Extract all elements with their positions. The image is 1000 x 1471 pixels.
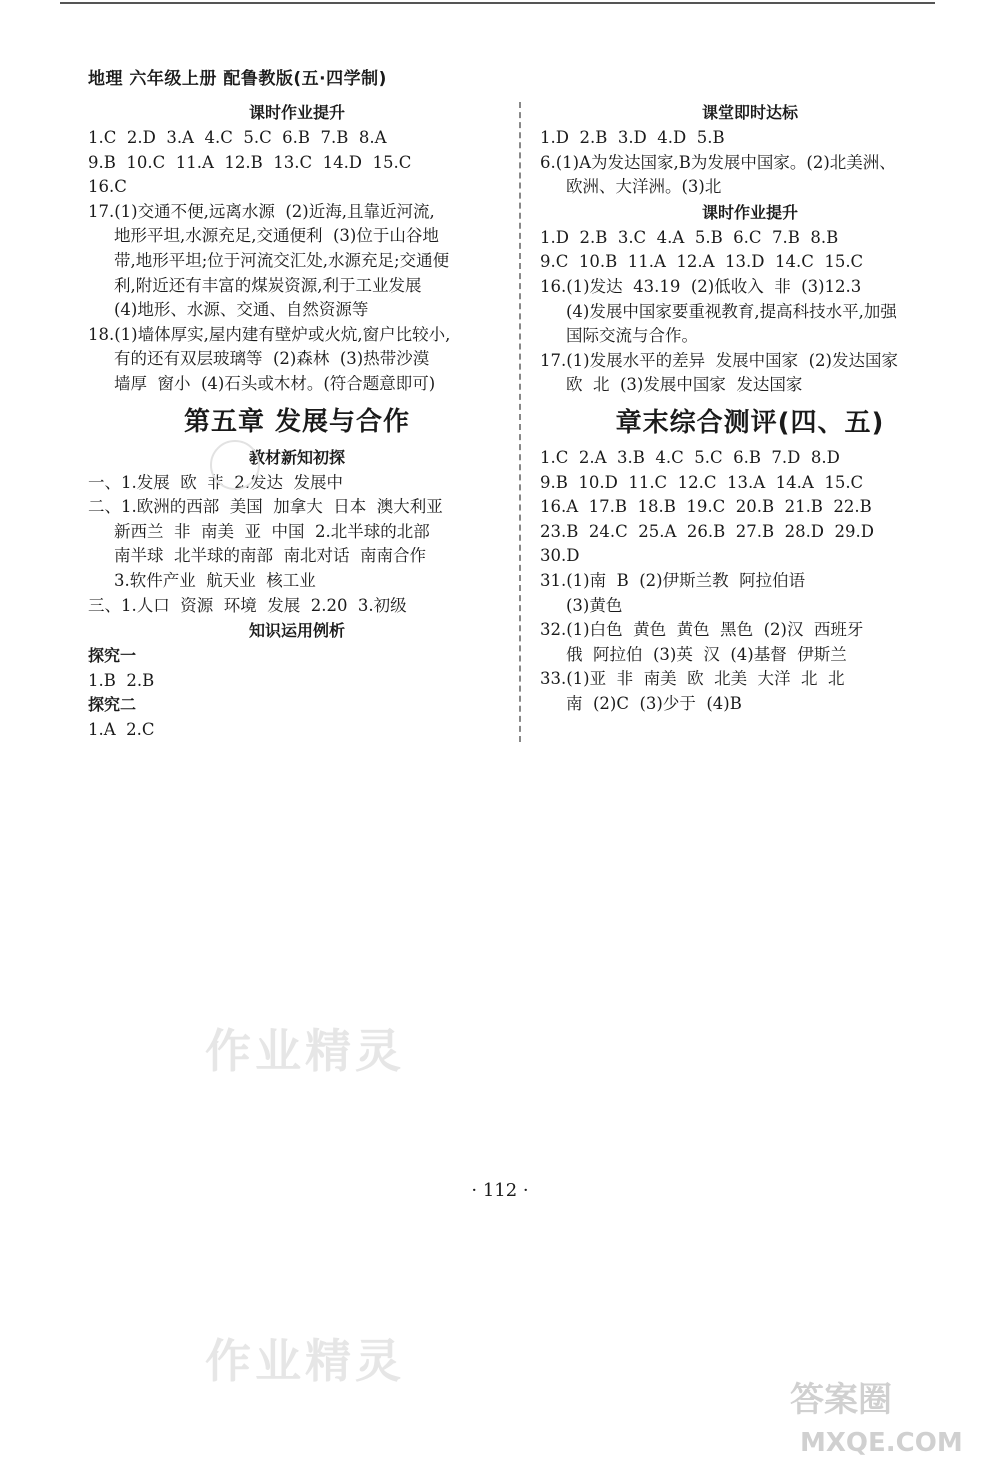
answer-line: 利,附近还有丰富的煤炭资源,利于工业发展: [114, 275, 422, 295]
answer-line: 二、1.欧洲的西部 美国 加拿大 日本 澳大利亚: [88, 497, 443, 517]
answer-line: 南 (2)C (3)少于 (4)B: [566, 693, 742, 713]
top-rule: [60, 2, 935, 4]
stamp-icon: [210, 440, 260, 490]
answer-line: 1.C 2.A 3.B 4.C 5.C 6.B 7.D 8.D: [540, 447, 840, 467]
answer-line: 3.软件产业 航天业 核工业: [114, 570, 316, 590]
answer-line: 16.(1)发达 43.19 (2)低收入 非 (3)12.3: [540, 276, 862, 296]
answer-line: 欧洲、大洋洲。(3)北: [566, 177, 722, 197]
answer-line: 1.D 2.B 3.C 4.A 5.B 6.C 7.B 8.B: [540, 227, 839, 247]
answer-line: 1.A 2.C: [88, 719, 155, 739]
answer-line: 一、1.发展 欧 非 2.发达 发展中: [88, 472, 343, 492]
watermark: 作业精灵: [205, 1334, 405, 1388]
section-title-classroom: 课堂即时达标: [701, 103, 798, 122]
homework-answers: [88, 126, 506, 397]
answer-line: 23.B 24.C 25.A 26.B 27.B 28.D 29.D: [540, 521, 874, 541]
answer-line: 18.(1)墙体厚实,屋内建有壁炉或火炕,窗户比较小,: [88, 324, 451, 344]
answer-line: 1.D 2.B 3.D 4.D 5.B: [540, 128, 725, 147]
answer-line: 带,地形平坦;位于河流交汇处,水源充足;交通便: [114, 250, 450, 270]
right-column: [540, 100, 960, 716]
answer-line: 16.A 17.B 18.B 19.C 20.B 21.B 22.B: [540, 497, 872, 517]
answer-line: 30.D: [540, 546, 580, 566]
answer-line: 国际交流与合作。: [566, 326, 698, 346]
answer-line: (4)地形、水源、交通、自然资源等: [114, 300, 369, 320]
section-title-homework: 课时作业提升: [248, 103, 345, 122]
answer-line: 墙厚 窗小 (4)石头或木材。(符合题意即可): [114, 373, 436, 393]
answer-line: (4)发展中国家要重视教育,提高科技水平,加强: [566, 301, 897, 321]
answer-line: 9.C 10.B 11.A 12.A 13.D 14.C 15.C: [540, 252, 864, 272]
corner-logo: 答案圈: [790, 1380, 892, 1420]
answer-line: 新西兰 非 南美 亚 中国 2.北半球的北部: [114, 521, 430, 541]
answer-line: 三、1.人口 资源 环境 发展 2.20 3.初级: [88, 595, 407, 615]
answer-line: 9.B 10.C 11.A 12.B 13.C 14.D 15.C: [88, 152, 412, 172]
answer-line: (3)黄色: [566, 595, 623, 615]
page-number: · 112 ·: [471, 1180, 529, 1201]
answer-line: 有的还有双层玻璃等 (2)森林 (3)热带沙漠: [114, 349, 430, 369]
answer-line: 32.(1)白色 黄色 黄色 黑色 (2)汉 西班牙: [540, 620, 864, 640]
answer-line: 16.C: [88, 177, 127, 197]
page-header: 地理 六年级上册 配鲁教版(五·四学制): [88, 69, 387, 89]
chapter-test-answers: [540, 446, 960, 717]
corner-url: MXQE.COM: [800, 1428, 963, 1458]
new-knowledge-answers: [88, 471, 506, 619]
answer-line: 1.C 2.D 3.A 4.C 5.C 6.B 7.B 8.A: [88, 128, 387, 147]
explore-label-1: 探究一: [88, 646, 137, 666]
answer-line: 6.(1)A为发达国家,B为发展中国家。(2)北美洲、: [540, 152, 896, 172]
answer-line: 17.(1)发展水平的差异 发展中国家 (2)发达国家: [540, 350, 898, 370]
section-title-new-knowledge: 教材新知初探: [248, 447, 345, 467]
answer-line: 地形平坦,水源充足,交通便利 (3)位于山谷地: [114, 226, 439, 246]
section-title-examples: 知识运用例析: [248, 621, 345, 641]
answer-line: 17.(1)交通不便,远离水源 (2)近海,且靠近河流,: [88, 201, 435, 221]
classroom-answers: [540, 126, 960, 200]
answer-line: 9.B 10.D 11.C 12.C 13.A 14.A 15.C: [540, 472, 864, 492]
explore-label-2: 探究二: [88, 695, 137, 715]
section-title-homework: 课时作业提升: [701, 202, 798, 222]
homework-answers: [540, 226, 960, 398]
left-column: [88, 100, 506, 742]
answer-line: 俄 阿拉伯 (3)英 汉 (4)基督 伊斯兰: [566, 644, 847, 664]
chapter-title: 第五章 发展与合作: [183, 406, 411, 437]
answer-line: 31.(1)南 B (2)伊斯兰教 阿拉伯语: [540, 570, 806, 590]
answer-line: 33.(1)亚 非 南美 欧 北美 大洋 北 北: [540, 669, 845, 689]
watermark: 作业精灵: [205, 1024, 405, 1078]
answer-line: 欧 北 (3)发展中国家 发达国家: [566, 375, 803, 395]
chapter-title: 章末综合测评(四、五): [615, 407, 885, 438]
answer-line: 南半球 北半球的南部 南北对话 南南合作: [114, 546, 426, 566]
answer-line: 1.B 2.B: [88, 670, 155, 690]
column-divider: [519, 102, 521, 742]
